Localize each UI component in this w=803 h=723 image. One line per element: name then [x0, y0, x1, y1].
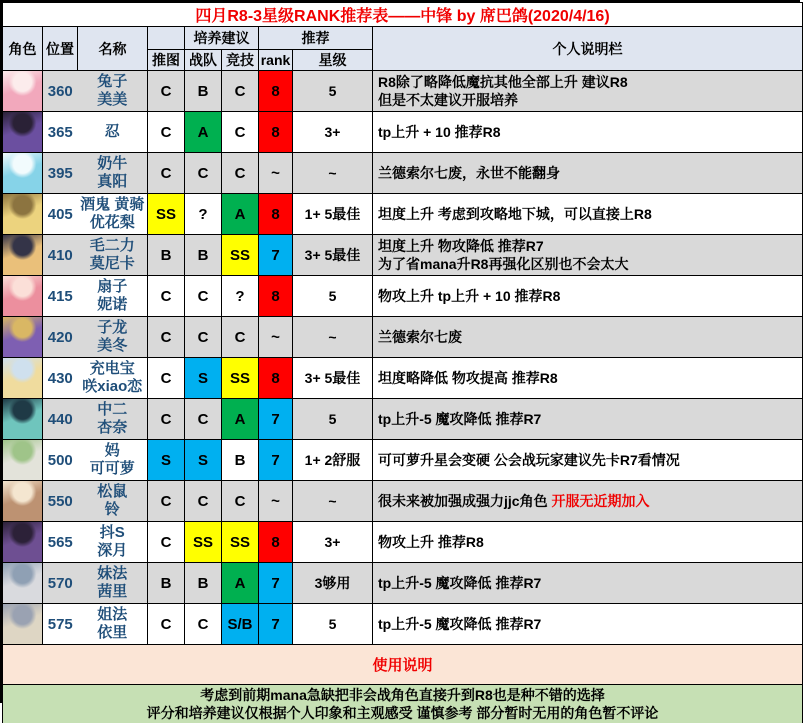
- cell-note: 物攻上升 推荐R8: [373, 522, 803, 563]
- cell-star: 5: [293, 276, 373, 317]
- cell-note: R8除了略降低魔抗其他全部上升 建议R8 但是不太建议开服培养: [373, 71, 803, 112]
- character-avatar: [3, 317, 42, 357]
- row-position: 410: [43, 235, 78, 276]
- character-avatar-cell: [3, 399, 43, 440]
- table-row: [3, 153, 803, 194]
- bottom-notes: [3, 685, 803, 723]
- row-position: 570: [43, 563, 78, 604]
- character-avatar-cell: [3, 358, 43, 399]
- cell-arena: A: [222, 399, 259, 440]
- row-position: 405: [43, 194, 78, 235]
- cell-note: 物攻上升 tp上升 + 10 推荐R8: [373, 276, 803, 317]
- table-row: [3, 481, 803, 522]
- cell-team: S: [185, 440, 222, 481]
- cell-arena: SS: [222, 522, 259, 563]
- cell-rank: 7: [259, 235, 293, 276]
- character-avatar: [3, 276, 42, 316]
- cell-star: 3够用: [293, 563, 373, 604]
- header-name: 名称: [78, 27, 148, 71]
- header-role: 角色: [3, 27, 43, 71]
- cell-push: SS: [148, 194, 185, 235]
- cell-push: B: [148, 563, 185, 604]
- cell-arena: A: [222, 563, 259, 604]
- table-row: [3, 112, 803, 153]
- cell-rank: 8: [259, 522, 293, 563]
- character-avatar: [3, 71, 42, 111]
- cell-rank: 7: [259, 604, 293, 645]
- character-avatar-cell: [3, 563, 43, 604]
- table-body: [3, 71, 803, 645]
- character-avatar-cell: [3, 276, 43, 317]
- table-row: [3, 358, 803, 399]
- character-avatar: [3, 604, 42, 644]
- cell-team: C: [185, 317, 222, 358]
- cell-arena: SS: [222, 358, 259, 399]
- row-name: 妈 可可萝: [78, 440, 148, 481]
- header-notes: 个人说明栏: [373, 27, 803, 71]
- cell-arena: B: [222, 440, 259, 481]
- cell-star: 3+ 5最佳: [293, 358, 373, 399]
- cell-push: S: [148, 440, 185, 481]
- cell-arena: C: [222, 153, 259, 194]
- cell-star: 5: [293, 71, 373, 112]
- row-name: 子龙 美冬: [78, 317, 148, 358]
- header-rank: rank: [259, 50, 293, 71]
- cell-arena: ?: [222, 276, 259, 317]
- cell-push: C: [148, 317, 185, 358]
- character-avatar-cell: [3, 112, 43, 153]
- cell-push: C: [148, 481, 185, 522]
- character-avatar: [3, 358, 42, 398]
- header-arena: 竞技: [222, 50, 259, 71]
- table-row: [3, 399, 803, 440]
- title-row: [3, 3, 803, 27]
- character-avatar: [3, 194, 42, 234]
- cell-arena: C: [222, 71, 259, 112]
- row-name: 松鼠 铃: [78, 481, 148, 522]
- table-row: [3, 235, 803, 276]
- row-name: 充电宝 咲xiao恋: [78, 358, 148, 399]
- character-avatar-cell: [3, 481, 43, 522]
- row-position: 550: [43, 481, 78, 522]
- cell-star: 3+: [293, 522, 373, 563]
- cell-star: 3+: [293, 112, 373, 153]
- row-name: 姐法 依里: [78, 604, 148, 645]
- cell-rank: ~: [259, 481, 293, 522]
- cell-star: 1+ 2舒服: [293, 440, 373, 481]
- bottom-notes-row: [3, 685, 803, 723]
- header-empty-cell: [148, 27, 185, 50]
- cell-push: C: [148, 112, 185, 153]
- character-avatar-cell: [3, 522, 43, 563]
- row-position: 365: [43, 112, 78, 153]
- row-name: 毛二力 莫尼卡: [78, 235, 148, 276]
- character-avatar: [3, 235, 42, 275]
- cell-push: C: [148, 522, 185, 563]
- cell-rank: ~: [259, 153, 293, 194]
- cell-team: B: [185, 71, 222, 112]
- cell-rank: 8: [259, 358, 293, 399]
- character-avatar-cell: [3, 153, 43, 194]
- row-name: 中二 杏奈: [78, 399, 148, 440]
- table-row: [3, 317, 803, 358]
- cell-star: 1+ 5最佳: [293, 194, 373, 235]
- header-position: 位置: [43, 27, 78, 71]
- cell-rank: 7: [259, 563, 293, 604]
- cell-rank: 7: [259, 399, 293, 440]
- cell-note: 兰德索尔七废，永世不能翻身: [373, 153, 803, 194]
- cell-push: C: [148, 358, 185, 399]
- cell-rank: 7: [259, 440, 293, 481]
- cell-note: tp上升-5 魔攻降低 推荐R7: [373, 563, 803, 604]
- row-position: 575: [43, 604, 78, 645]
- table-row: [3, 522, 803, 563]
- cell-note: 坦度上升 考虑到攻略地下城，可以直接上R8: [373, 194, 803, 235]
- cell-star: 5: [293, 604, 373, 645]
- cell-push: C: [148, 276, 185, 317]
- cell-rank: 8: [259, 112, 293, 153]
- cell-team: S: [185, 358, 222, 399]
- cell-team: ?: [185, 194, 222, 235]
- row-position: 440: [43, 399, 78, 440]
- cell-arena: C: [222, 112, 259, 153]
- row-position: 360: [43, 71, 78, 112]
- usage-row: [3, 645, 803, 685]
- character-avatar-cell: [3, 440, 43, 481]
- character-avatar-cell: [3, 235, 43, 276]
- character-avatar: [3, 399, 42, 439]
- character-avatar: [3, 522, 42, 562]
- cell-team: A: [185, 112, 222, 153]
- cell-arena: C: [222, 481, 259, 522]
- cell-note: tp上升-5 魔攻降低 推荐R7: [373, 604, 803, 645]
- cell-team: B: [185, 235, 222, 276]
- cell-arena: S/B: [222, 604, 259, 645]
- cell-team: C: [185, 153, 222, 194]
- tier-table: [2, 2, 803, 723]
- table-row: [3, 563, 803, 604]
- character-avatar: [3, 481, 42, 521]
- cell-rank: ~: [259, 317, 293, 358]
- row-name: 扇子 妮诺: [78, 276, 148, 317]
- header-team: 战队: [185, 50, 222, 71]
- cell-note: 兰德索尔七废: [373, 317, 803, 358]
- cell-note: 可可萝升星会变硬 公会战玩家建议先卡R7看情况: [373, 440, 803, 481]
- cell-arena: A: [222, 194, 259, 235]
- table-row: [3, 440, 803, 481]
- row-position: 415: [43, 276, 78, 317]
- cell-team: C: [185, 481, 222, 522]
- cell-star: 3+ 5最佳: [293, 235, 373, 276]
- character-avatar: [3, 112, 42, 152]
- character-avatar-cell: [3, 71, 43, 112]
- character-avatar: [3, 440, 42, 480]
- cell-note: 很未来被加强成强力jjc角色 开服无近期加入: [373, 481, 803, 522]
- character-avatar: [3, 563, 42, 603]
- cell-note: 坦度略降低 物攻提高 推荐R8: [373, 358, 803, 399]
- cell-note: 坦度上升 物攻降低 推荐R7 为了省mana升R8再强化区别也不会太大: [373, 235, 803, 276]
- row-position: 430: [43, 358, 78, 399]
- row-name: 兔子 美美: [78, 71, 148, 112]
- cell-team: SS: [185, 522, 222, 563]
- cell-team: C: [185, 276, 222, 317]
- usage-title: 使用说明: [3, 645, 803, 685]
- table-row: [3, 604, 803, 645]
- cell-rank: 8: [259, 276, 293, 317]
- cell-star: ~: [293, 317, 373, 358]
- row-position: 420: [43, 317, 78, 358]
- header-group-training: 培养建议: [185, 27, 259, 50]
- cell-push: C: [148, 399, 185, 440]
- row-name: 酒鬼 黄骑 优花梨: [78, 194, 148, 235]
- header-push: 推图: [148, 50, 185, 71]
- cell-push: C: [148, 71, 185, 112]
- cell-arena: SS: [222, 235, 259, 276]
- page-title: 四月R8-3星级RANK推荐表——中锋 by 席巴鸽(2020/4/16): [3, 3, 803, 27]
- cell-rank: 8: [259, 194, 293, 235]
- cell-push: C: [148, 153, 185, 194]
- table-row: [3, 276, 803, 317]
- cell-rank: 8: [259, 71, 293, 112]
- bottom-note-line1: 考虑到前期mana急缺把非会战角色直接升到R8也是种不错的选择: [200, 686, 605, 703]
- cell-star: ~: [293, 481, 373, 522]
- cell-push: C: [148, 604, 185, 645]
- cell-note: tp上升-5 魔攻降低 推荐R7: [373, 399, 803, 440]
- cell-team: C: [185, 604, 222, 645]
- character-avatar: [3, 153, 42, 193]
- row-name: 奶牛 真阳: [78, 153, 148, 194]
- character-avatar-cell: [3, 317, 43, 358]
- cell-arena: C: [222, 317, 259, 358]
- header-star: 星级: [293, 50, 373, 71]
- cell-note: tp上升 + 10 推荐R8: [373, 112, 803, 153]
- row-name: 妹法 茜里: [78, 563, 148, 604]
- cell-team: C: [185, 399, 222, 440]
- header-group-recommend: 推荐: [259, 27, 373, 50]
- character-avatar-cell: [3, 604, 43, 645]
- row-position: 500: [43, 440, 78, 481]
- cell-star: 5: [293, 399, 373, 440]
- row-name: 忍: [78, 112, 148, 153]
- row-position: 565: [43, 522, 78, 563]
- table-row: [3, 71, 803, 112]
- row-name: 抖S 深月: [78, 522, 148, 563]
- row-position: 395: [43, 153, 78, 194]
- cell-star: ~: [293, 153, 373, 194]
- table-row: [3, 194, 803, 235]
- cell-push: B: [148, 235, 185, 276]
- character-avatar-cell: [3, 194, 43, 235]
- cell-team: B: [185, 563, 222, 604]
- bottom-note-line2: 评分和培养建议仅根据个人印象和主观感受 谨慎参考 部分暂时无用的角色暂不评论: [146, 704, 659, 721]
